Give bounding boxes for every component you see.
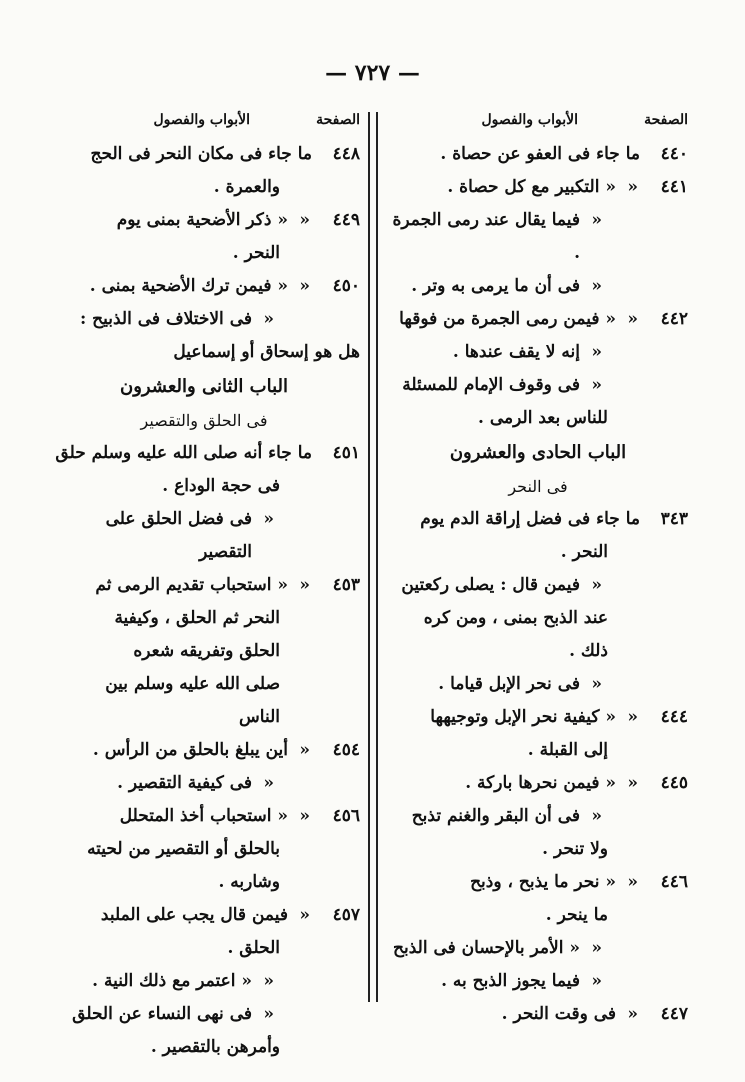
ditto-mark: «: [591, 342, 602, 362]
toc-entry: [48, 270, 360, 303]
page-number-cell: ٤٥٠: [332, 276, 360, 296]
entry-continuation: وأمرهن بالتقصير .: [150, 1037, 280, 1057]
ditto-mark: «: [591, 375, 602, 395]
entry-continuation: إلى القبلة .: [527, 740, 608, 760]
entry-continuation: ذلك .: [569, 641, 608, 661]
entry-continuation: صلى الله عليه وسلم بين: [105, 674, 280, 694]
ditto-mark: «: [591, 674, 602, 694]
toc-entry: [48, 668, 360, 701]
page-number-cell: ٤٤٠: [660, 144, 688, 164]
toc-entry: [388, 536, 688, 569]
entry-continuation: عند الذبح بمنى ، ومن كره: [423, 608, 608, 628]
entry-title: ما جاء فى مكان النحر فى الحج: [90, 144, 312, 164]
toc-entry: [388, 800, 688, 833]
toc-entry: [388, 899, 688, 932]
toc-entry: [48, 602, 360, 635]
toc-entry: [48, 503, 360, 569]
toc-entry: [48, 303, 360, 336]
toc-entry: [48, 833, 360, 866]
toc-entry: [388, 833, 688, 866]
toc-entry: [48, 470, 360, 503]
toc-entry: [48, 138, 360, 171]
ditto-mark: «: [627, 309, 638, 329]
toc-entry: [48, 800, 360, 833]
page-number-cell: ٣٤٣: [660, 509, 688, 529]
title-header-label: الأبواب والفصول: [481, 112, 578, 128]
toc-entry: [48, 635, 360, 668]
ditto-mark: «: [591, 575, 602, 595]
entry-title: فيمن قال يجب على الملبد: [100, 905, 288, 925]
toc-entry: [48, 998, 360, 1031]
entry-continuation: النحر ثم الحلق ، وكيفية: [114, 608, 280, 628]
title-header-label: الأبواب والفصول: [153, 112, 250, 128]
entry-title: ما جاء فى العفو عن حصاة .: [440, 144, 640, 164]
entry-title: « الأمر بالإحسان فى الذبح: [393, 938, 580, 958]
ditto-mark: «: [591, 806, 602, 826]
ditto-mark: «: [299, 276, 310, 296]
toc-entry: [388, 767, 688, 800]
entry-continuation: هل هو إسحاق أو إسماعيل: [173, 342, 360, 362]
entry-title: « فيمن ترك الأضحية بمنى .: [89, 276, 288, 296]
page-header-label: الصفحة: [644, 112, 688, 128]
toc-entry: [388, 569, 688, 602]
toc-entry: [388, 734, 688, 767]
entry-title: « استحباب تقديم الرمى ثم: [95, 575, 288, 595]
ditto-mark: «: [299, 806, 310, 826]
page-number-cell: ٤٥٣: [332, 575, 360, 595]
toc-entry: [48, 237, 360, 270]
entry-continuation: النحر .: [232, 243, 280, 263]
entry-title: فى وقت النحر .: [501, 1004, 616, 1024]
entry-title: فى فضل الحلق على التقصير: [105, 509, 252, 562]
ditto-mark: «: [299, 210, 310, 230]
entry-title: فى أن ما يرمى به وتر .: [411, 276, 580, 296]
entry-title: « نحر ما يذبح ، وذبح: [470, 872, 616, 892]
ditto-mark: «: [627, 707, 638, 727]
toc-entry: [388, 998, 688, 1031]
toc-entry: [388, 668, 688, 701]
page-number-cell: ٤٥٤: [332, 740, 360, 760]
entry-title: فى نهى النساء عن الحلق: [72, 1004, 252, 1024]
entry-continuation: الحلق وتفريقه شعره: [133, 641, 280, 661]
entry-title: « كيفية نحر الإبل وتوجيهها: [430, 707, 616, 727]
ditto-mark: «: [627, 1004, 638, 1024]
ditto-mark: «: [627, 872, 638, 892]
entry-title: فى الاختلاف فى الذبيح :: [79, 309, 252, 329]
ditto-mark: «: [591, 938, 602, 958]
toc-entry: [48, 932, 360, 965]
toc-entry: [388, 701, 688, 734]
entry-title: « التكبير مع كل حصاة .: [447, 177, 616, 197]
toc-entry: [48, 899, 360, 932]
entry-title: ما جاء أنه صلى الله عليه وسلم حلق: [55, 443, 312, 463]
entry-title: « اعتمر مع ذلك النية .: [92, 971, 252, 991]
toc-entry: [388, 932, 688, 965]
entry-continuation: الحلق .: [227, 938, 280, 958]
toc-entry: [48, 1031, 360, 1064]
entry-title: فيمن قال : يصلى ركعتين: [401, 575, 580, 595]
toc-entry: [388, 270, 688, 303]
page-number-cell: ٤٤٩: [332, 210, 360, 230]
page-header-label: الصفحة: [316, 112, 360, 128]
entry-title: ما جاء فى فضل إراقة الدم يوم: [420, 509, 640, 529]
toc-entry: [388, 204, 688, 270]
ditto-mark: «: [591, 971, 602, 991]
entry-title: فيما يجوز الذبح به .: [441, 971, 580, 991]
page-number-cell: ٤٤٥: [660, 773, 688, 793]
toc-entry: [48, 437, 360, 470]
page-number-cell: ٤٤٤: [660, 707, 688, 727]
toc-entry: [388, 503, 688, 536]
toc-entry: [48, 336, 360, 369]
entry-title: « استحباب أخذ المتحلل: [119, 806, 288, 826]
toc-entry: [48, 965, 360, 998]
entry-title: « فيمن رمى الجمرة من فوقها: [399, 309, 616, 329]
ditto-mark: «: [299, 575, 310, 595]
entry-continuation: الناس: [239, 707, 280, 727]
chapter-heading: الباب الحادى والعشرون: [449, 442, 627, 463]
entry-continuation: فى حجة الوداع .: [162, 476, 280, 496]
entry-title: فى نحر الإبل قياما .: [438, 674, 580, 694]
ditto-mark: «: [591, 210, 602, 230]
entry-title: فيما يقال عند رمى الجمرة .: [392, 210, 580, 263]
left-column: [48, 112, 360, 1064]
toc-entry: [388, 402, 688, 435]
toc-entry: [388, 369, 688, 402]
toc-entry: [48, 701, 360, 734]
page-number-cell: ٤٤٧: [660, 1004, 688, 1024]
page-number-cell: ٤٤٢: [660, 309, 688, 329]
toc-entry: [388, 138, 688, 171]
chapter-subheading: فى الحلق والتقصير: [140, 411, 268, 430]
ditto-mark: «: [627, 773, 638, 793]
ditto-mark: «: [299, 740, 310, 760]
right-column: [388, 112, 688, 1031]
toc-entry: [48, 866, 360, 899]
ditto-mark: «: [263, 309, 274, 329]
entry-continuation: ولا تنحر .: [542, 839, 608, 859]
toc-entry: [388, 171, 688, 204]
toc-entry: [48, 767, 360, 800]
ditto-mark: «: [299, 905, 310, 925]
entry-continuation: بالحلق أو التقصير من لحيته: [87, 839, 280, 859]
toc-entry: [388, 602, 688, 635]
entry-title: أين يبلغ بالحلق من الرأس .: [92, 740, 288, 760]
left-column-header: [48, 112, 360, 138]
entry-title: « فيمن نحرها باركة .: [465, 773, 616, 793]
ditto-mark: «: [263, 509, 274, 529]
entry-title: إنه لا يقف عندها .: [452, 342, 580, 362]
chapter-subheading: فى النحر: [508, 477, 568, 496]
page-number-cell: ٤٥٦: [332, 806, 360, 826]
page-number-cell: ٤٤٨: [332, 144, 360, 164]
toc-entry: [48, 734, 360, 767]
entry-title: « ذكر الأضحية بمنى يوم: [116, 210, 288, 230]
ditto-mark: «: [591, 276, 602, 296]
column-divider: [368, 112, 378, 1002]
toc-entry: [388, 303, 688, 336]
entry-continuation: ما ينحر .: [545, 905, 608, 925]
ditto-mark: «: [263, 1004, 274, 1024]
entry-title: فى وقوف الإمام للمسئلة: [402, 375, 580, 395]
entry-continuation: وشاربه .: [218, 872, 280, 892]
toc-entry: [48, 204, 360, 237]
toc-entry: [48, 171, 360, 204]
entry-continuation: النحر .: [560, 542, 608, 562]
entry-title: فى أن البقر والغنم تذبح: [411, 806, 580, 826]
entry-continuation: والعمرة .: [213, 177, 280, 197]
page-number-cell: ٤٤٦: [660, 872, 688, 892]
toc-entry: [388, 635, 688, 668]
entry-continuation: للناس بعد الرمى .: [478, 408, 608, 428]
entry-title: فى كيفية التقصير .: [117, 773, 252, 793]
ditto-mark: «: [627, 177, 638, 197]
page-number-cell: ٤٤١: [660, 177, 688, 197]
toc-entry: [388, 965, 688, 998]
ditto-mark: «: [263, 971, 274, 991]
page-number: — ٧٢٧ —: [325, 60, 420, 86]
page-number-cell: ٤٥١: [332, 443, 360, 463]
toc-entry: [388, 336, 688, 369]
page-number-cell: ٤٥٧: [332, 905, 360, 925]
chapter-heading: الباب الثانى والعشرون: [119, 376, 289, 397]
toc-entry: [48, 569, 360, 602]
ditto-mark: «: [263, 773, 274, 793]
right-column-header: [388, 112, 688, 138]
toc-entry: [388, 866, 688, 899]
